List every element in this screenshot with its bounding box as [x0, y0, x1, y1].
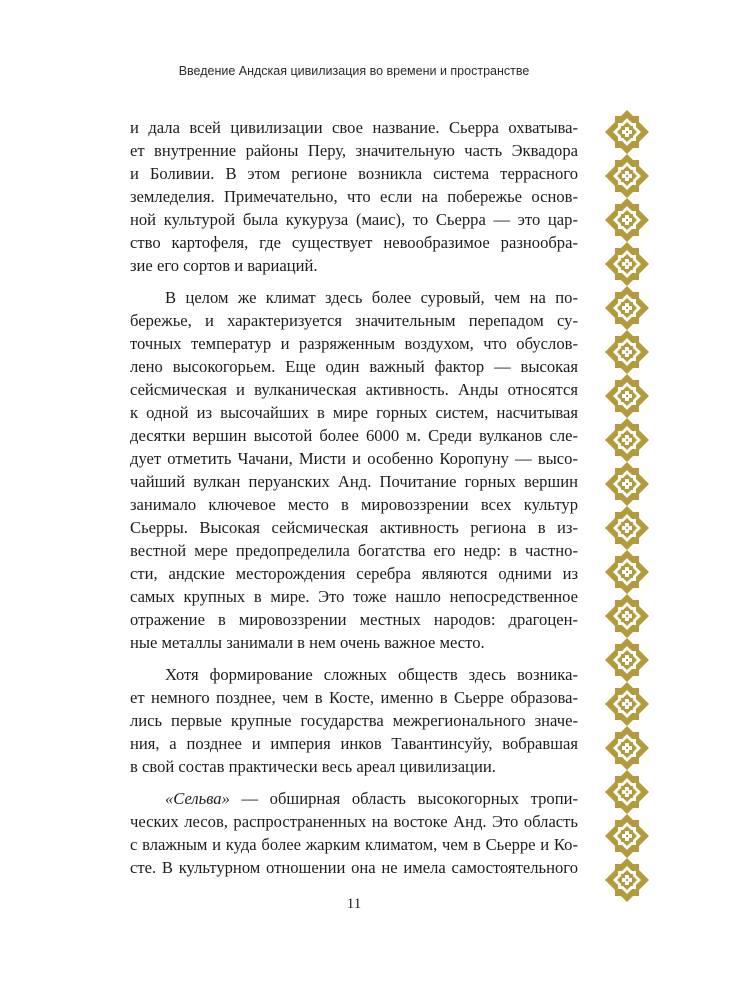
text-line: и дала всей цивилизации свое название. Сьерра охватыва-	[130, 118, 578, 137]
text-line: сти, андские месторождения серебра являются одними из	[130, 564, 578, 583]
ornament-motif	[605, 198, 649, 242]
ornament-motif	[605, 770, 649, 814]
text-line: зие его сортов и вариаций.	[130, 256, 318, 275]
ornament-motif	[605, 242, 649, 286]
text-line: сейсмическая и вулканическая активность. Анды относятся	[130, 380, 578, 399]
text-line: занимало ключевое место в мировоззрении всех культур	[130, 495, 578, 514]
text-line: точных температур и разряженным воздухом, что обуслов-	[130, 334, 578, 353]
text-line: В целом же климат здесь более суровый, чем на по-	[165, 288, 578, 307]
text-line: ет внутренние районы Перу, значительную часть Эквадора	[130, 141, 578, 160]
text-line: Хотя формирование сложных обществ здесь возника-	[165, 665, 578, 684]
text-line: бережье, и характеризуется значительным перепадом су-	[130, 311, 578, 330]
ornament-motif	[605, 550, 649, 594]
ornament-motif	[605, 638, 649, 682]
running-header: Введение Андская цивилизация во времени и пространстве	[178, 64, 530, 78]
text-line: лено высокогорьем. Еще один важный фактор — высокая	[130, 357, 578, 376]
ornament-motif	[605, 330, 649, 374]
ornament-motif	[605, 110, 649, 154]
text-line: ческих лесов, распространенных на востоке Анд. Это область	[130, 812, 578, 831]
ornament-motif	[605, 418, 649, 462]
text-line: в свой состав практически весь ареал цивилизации.	[130, 757, 496, 776]
text-line: лись первые крупные государства межрегионального значе-	[130, 711, 578, 730]
ornament-motif	[605, 726, 649, 770]
text-line: отражение в мировоззрении местных народов: драгоцен-	[130, 610, 578, 629]
ornament-motif	[605, 374, 649, 418]
text-line: дует отметить Чачани, Мисти и особенно Коропуну — высо-	[130, 449, 578, 468]
text-line: вестной мере предопределила богатства его недр: в частно-	[130, 541, 578, 560]
andean-geometric-border-icon	[605, 110, 649, 905]
ornament-motif	[605, 286, 649, 330]
text-line: ной культурой была кукуруза (маис), то Сьерра — это цар-	[130, 210, 578, 229]
text-line: десятки вершин высотой более 6000 м. Среди вулканов сле-	[130, 426, 578, 445]
ornament-motif	[605, 682, 649, 726]
italic-term: «Сельва»	[165, 789, 230, 808]
ornament-motif	[605, 594, 649, 638]
text-line	[130, 787, 578, 810]
ornament-motif	[605, 462, 649, 506]
text-line: ство картофеля, где существует невообразимое разнообра-	[130, 233, 578, 252]
ornament-motif	[605, 814, 649, 858]
text-line: чайший вулкан перуанских Анд. Почитание горных вершин	[130, 472, 578, 491]
paragraph-1	[130, 116, 578, 277]
text-line: ные металлы занимали в нем очень важное место.	[130, 633, 485, 652]
paragraph-3	[130, 663, 578, 778]
text-line: Сьерры. Высокая сейсмическая активность региона в из-	[130, 518, 578, 537]
text-line: к одной из высочайших в мире горных систем, насчитывая	[130, 403, 578, 422]
text-line: и Боливии. В этом регионе возникла система террасного	[130, 164, 578, 183]
paragraph-2	[130, 286, 578, 654]
ornament-motif	[605, 154, 649, 198]
text-fragment: — обширная область высокогорных тропи-	[229, 789, 578, 808]
text-line: ния, а позднее и империя инков Тавантинсуйу, вобравшая	[130, 734, 578, 753]
text-line: земледелия. Примечательно, что если на побережье основ-	[130, 187, 578, 206]
text-line: самых крупных в мире. Это тоже нашло непосредственное	[130, 587, 578, 606]
text-line: с влажным и куда более жарким климатом, чем в Сьерре и Ко-	[130, 835, 578, 854]
ornament-motif	[605, 506, 649, 550]
text-column	[130, 116, 578, 879]
paragraph-4	[130, 787, 578, 879]
page-number: 11	[346, 896, 362, 912]
text-line: сте. В культурном отношении она не имела самостоятельного	[130, 858, 578, 877]
text-line: ет немного позднее, чем в Косте, именно в Сьерре образова-	[130, 688, 578, 707]
